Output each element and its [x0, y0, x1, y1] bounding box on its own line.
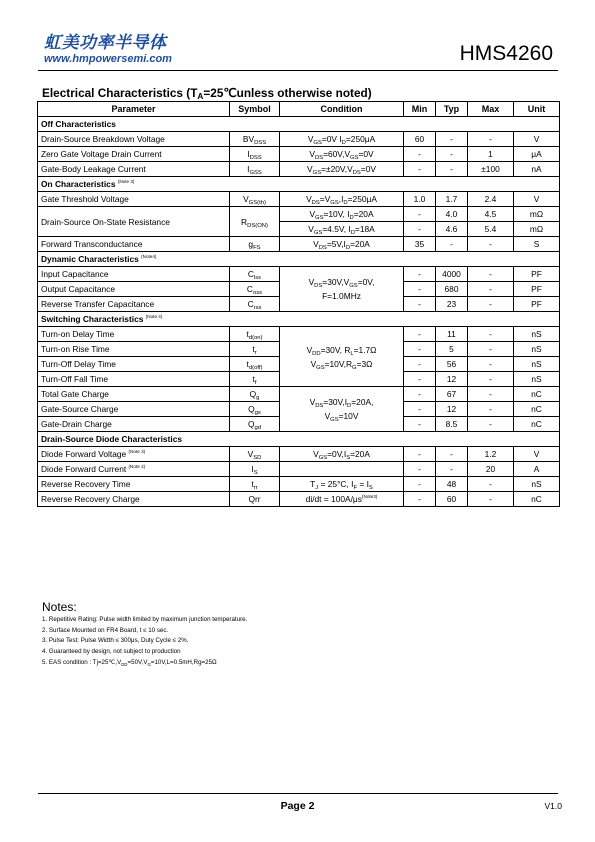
table-row — [38, 477, 560, 492]
tdoff-param: Turn-Off Delay Time — [38, 357, 230, 372]
table-row — [38, 147, 560, 162]
trr-unit: nS — [514, 477, 560, 492]
crss-typ: 23 — [436, 297, 468, 312]
q-condition: $V_{DS}=30V,I_D=20A$, $V_{GS}=10V$ — [280, 387, 404, 432]
vsd-max: 1.2 — [468, 447, 514, 462]
coss-max: - — [468, 282, 514, 297]
table-header-row — [38, 102, 560, 117]
gfs-condition: $V_{DS}=5V,I_D=20A$ — [280, 237, 404, 252]
vsd-symbol: $V_{SD}$ — [230, 447, 280, 462]
table-row — [38, 162, 560, 177]
qgd-symbol: $Q_{gd}$ — [230, 417, 280, 432]
crss-min: - — [404, 297, 436, 312]
category-on: On Characteristics $^{(Note 3)}$ — [38, 177, 560, 192]
igss-unit: nA — [514, 162, 560, 177]
qg-min: - — [404, 387, 436, 402]
rds-cond-1: $V_{GS}=10V$, $I_D=20A$ — [280, 207, 404, 222]
rds-max-2: 5.4 — [468, 222, 514, 237]
table-row — [38, 447, 560, 462]
vth-max: 2.4 — [468, 192, 514, 207]
category-dynamic: Dynamic Characteristics $^{(Note4)}$ — [38, 252, 560, 267]
qrr-min: - — [404, 492, 436, 507]
notes-list — [42, 615, 247, 669]
coss-param: Output Capacitance — [38, 282, 230, 297]
qgs-unit: nC — [514, 402, 560, 417]
note-item: 4. Guaranteed by design, not subject to production — [42, 648, 181, 656]
vsd-param: Diode Forward Voltage $^{(Note 3)}$ — [38, 447, 230, 462]
table-row — [38, 132, 560, 147]
header-typ: Typ — [436, 102, 468, 117]
tdon-param: Turn-on Delay Time — [38, 327, 230, 342]
rds-symbol: $R_{DS(ON)}$ — [230, 207, 280, 237]
vth-param: Gate Threshold Voltage — [38, 192, 230, 207]
qgd-typ: 8.5 — [436, 417, 468, 432]
category-off: Off Characteristics — [38, 117, 560, 132]
is-condition — [280, 462, 404, 477]
gfs-max: - — [468, 237, 514, 252]
tr-unit: nS — [514, 342, 560, 357]
crss-symbol: $C_{rss}$ — [230, 297, 280, 312]
qgd-unit: nC — [514, 417, 560, 432]
company-url: www.hmpowersemi.com — [44, 53, 172, 65]
trr-param: Reverse Recovery Time — [38, 477, 230, 492]
vth-typ: 1.7 — [436, 192, 468, 207]
gfs-unit: S — [514, 237, 560, 252]
table-row — [38, 462, 560, 477]
qgs-typ: 12 — [436, 402, 468, 417]
tdoff-typ: 56 — [436, 357, 468, 372]
ciss-param: Input Capacitance — [38, 267, 230, 282]
category-row — [38, 117, 560, 132]
coss-symbol: $C_{oss}$ — [230, 282, 280, 297]
idss-max: 1 — [468, 147, 514, 162]
header-rule — [38, 70, 558, 71]
trr-max: - — [468, 477, 514, 492]
tdoff-max: - — [468, 357, 514, 372]
tdon-typ: 11 — [436, 327, 468, 342]
table-row — [38, 327, 560, 342]
is-symbol: $I_S$ — [230, 462, 280, 477]
bvdss-typ: - — [436, 132, 468, 147]
qrr-typ: 60 — [436, 492, 468, 507]
category-switching: Switching Characteristics $^{(Note 4)}$ — [38, 312, 560, 327]
bvdss-unit: V — [514, 132, 560, 147]
header-unit: Unit — [514, 102, 560, 117]
trr-typ: 48 — [436, 477, 468, 492]
tr-param: Turn-on Rise Time — [38, 342, 230, 357]
idss-min: - — [404, 147, 436, 162]
tdon-symbol: $t_{d(on)}$ — [230, 327, 280, 342]
table-row — [38, 192, 560, 207]
qg-typ: 67 — [436, 387, 468, 402]
tf-param: Turn-Off Fall Time — [38, 372, 230, 387]
igss-param: Gate-Body Leakage Current — [38, 162, 230, 177]
ciss-unit: PF — [514, 267, 560, 282]
qrr-max: - — [468, 492, 514, 507]
igss-symbol: $I_{GSS}$ — [230, 162, 280, 177]
bvdss-param: Drain-Source Breakdown Voltage — [38, 132, 230, 147]
table-row — [38, 492, 560, 507]
category-row — [38, 312, 560, 327]
crss-max: - — [468, 297, 514, 312]
bvdss-condition: $V_{GS}=0V$ $I_D=250\mu A$ — [280, 132, 404, 147]
tdoff-symbol: $t_{d(off)}$ — [230, 357, 280, 372]
rds-cond-2: $V_{GS}=4.5V$, $I_D=18A$ — [280, 222, 404, 237]
tdon-max: - — [468, 327, 514, 342]
header-max: Max — [468, 102, 514, 117]
igss-min: - — [404, 162, 436, 177]
vth-min: 1.0 — [404, 192, 436, 207]
qg-param: Total Gate Charge — [38, 387, 230, 402]
qg-max: - — [468, 387, 514, 402]
idss-typ: - — [436, 147, 468, 162]
document-version: V1.0 — [544, 801, 562, 811]
igss-condition: $V_{GS}=\pm 20V,V_{DS}=0V$ — [280, 162, 404, 177]
rds-unit-2: mΩ — [514, 222, 560, 237]
idss-unit: μA — [514, 147, 560, 162]
note-item: 2. Surface Mounted on FR4 Board, t ≤ 10 sec. — [42, 626, 169, 634]
is-min: - — [404, 462, 436, 477]
tdon-min: - — [404, 327, 436, 342]
tf-typ: 12 — [436, 372, 468, 387]
gfs-typ: - — [436, 237, 468, 252]
is-unit: A — [514, 462, 560, 477]
qrr-param: Reverse Recovery Charge — [38, 492, 230, 507]
bvdss-max: - — [468, 132, 514, 147]
company-logo — [44, 34, 172, 66]
tf-unit: nS — [514, 372, 560, 387]
header-symbol: Symbol — [230, 102, 280, 117]
tf-min: - — [404, 372, 436, 387]
category-diode: Drain-Source Diode Characteristics — [38, 432, 560, 447]
trr-min: - — [404, 477, 436, 492]
header-condition: Condition — [280, 102, 404, 117]
ciss-max: - — [468, 267, 514, 282]
note-item: 1. Repetitive Rating: Pulse width limited by maximum junction temperature. — [42, 616, 248, 623]
qgs-min: - — [404, 402, 436, 417]
table-row — [38, 207, 560, 222]
company-name-cn: 虹美功率半导体 — [44, 33, 167, 53]
ciss-min: - — [404, 267, 436, 282]
header-min: Min — [404, 102, 436, 117]
electrical-characteristics-table — [37, 101, 560, 507]
tdoff-unit: nS — [514, 357, 560, 372]
rds-min-2: - — [404, 222, 436, 237]
qg-unit: nC — [514, 387, 560, 402]
coss-typ: 680 — [436, 282, 468, 297]
vsd-min: - — [404, 447, 436, 462]
sw-condition: $V_{DD}=30V$, $R_L=1.7\Omega$ $V_{GS}=10V,R_G=3\Omega$ — [280, 327, 404, 387]
category-row — [38, 432, 560, 447]
ciss-typ: 4000 — [436, 267, 468, 282]
rds-typ-1: 4.0 — [436, 207, 468, 222]
category-row — [38, 177, 560, 192]
section-title: Electrical Characteristics ($T_A=25℃unless$ otherwise noted) — [42, 86, 372, 101]
tdon-unit: nS — [514, 327, 560, 342]
coss-unit: PF — [514, 282, 560, 297]
is-typ: - — [436, 462, 468, 477]
qgs-param: Gate-Source Charge — [38, 402, 230, 417]
trr-condition: $T_J = 25^\circ C$, $I_F = I_S$ — [280, 477, 404, 492]
qgd-param: Gate-Drain Charge — [38, 417, 230, 432]
note-item: 5. EAS condition : $Tj=25℃,V_{DD}=50V,V_G=10V,L=0.5mH,Rg=25\Omega$ — [42, 658, 217, 667]
part-number: HMS4260 — [459, 42, 553, 65]
qgd-max: - — [468, 417, 514, 432]
cap-condition: $V_{DS}=30V,V_{GS}=0V$, F=1.0MHz — [280, 267, 404, 312]
tr-symbol: $t_r$ — [230, 342, 280, 357]
page-number: Page 2 — [280, 800, 315, 812]
qgs-symbol: $Q_{gs}$ — [230, 402, 280, 417]
crss-unit: PF — [514, 297, 560, 312]
vsd-unit: V — [514, 447, 560, 462]
idss-condition: $V_{DS}=60V,V_{GS}=0V$ — [280, 147, 404, 162]
bvdss-min: 60 — [404, 132, 436, 147]
vsd-condition: $V_{GS}=0V,I_S=20A$ — [280, 447, 404, 462]
crss-param: Reverse Transfer Capacitance — [38, 297, 230, 312]
is-param: Diode Forward Current $^{(Note 2)}$ — [38, 462, 230, 477]
qgs-max: - — [468, 402, 514, 417]
table-row — [38, 387, 560, 402]
table-row — [38, 267, 560, 282]
vth-symbol: $V_{GS(th)}$ — [230, 192, 280, 207]
rds-param: Drain-Source On-State Resistance — [38, 207, 230, 237]
igss-max: ±100 — [468, 162, 514, 177]
qg-symbol: $Q_g$ — [230, 387, 280, 402]
qrr-unit: nC — [514, 492, 560, 507]
tdoff-min: - — [404, 357, 436, 372]
vth-condition: $V_{DS}=V_{GS},I_D=250\mu A$ — [280, 192, 404, 207]
ciss-symbol: $C_{lss}$ — [230, 267, 280, 282]
is-max: 20 — [468, 462, 514, 477]
qrr-condition: $di/dt = 100A/\mu s^{(Note3)}$ — [280, 492, 404, 507]
rds-typ-2: 4.6 — [436, 222, 468, 237]
qgd-min: - — [404, 417, 436, 432]
bvdss-symbol: $BV_{DSS}$ — [230, 132, 280, 147]
tr-max: - — [468, 342, 514, 357]
idss-param: Zero Gate Voltage Drain Current — [38, 147, 230, 162]
idss-symbol: $I_{DSS}$ — [230, 147, 280, 162]
table-row — [38, 237, 560, 252]
trr-symbol: $t_{rr}$ — [230, 477, 280, 492]
category-row — [38, 252, 560, 267]
vsd-typ: - — [436, 447, 468, 462]
qrr-symbol: Qrr — [230, 492, 280, 507]
coss-min: - — [404, 282, 436, 297]
tf-max: - — [468, 372, 514, 387]
header-parameter: Parameter — [38, 102, 230, 117]
rds-max-1: 4.5 — [468, 207, 514, 222]
gfs-symbol: $g_{FS}$ — [230, 237, 280, 252]
igss-typ: - — [436, 162, 468, 177]
footer-rule — [38, 793, 558, 794]
tf-symbol: $t_f$ — [230, 372, 280, 387]
tr-min: - — [404, 342, 436, 357]
rds-min-1: - — [404, 207, 436, 222]
tr-typ: 5 — [436, 342, 468, 357]
gfs-param: Forward Transconductance — [38, 237, 230, 252]
rds-unit-1: mΩ — [514, 207, 560, 222]
notes-heading: Notes: — [42, 600, 77, 614]
gfs-min: 35 — [404, 237, 436, 252]
vth-unit: V — [514, 192, 560, 207]
note-item: 3. Pulse Test: Pulse Width ≤ 300μs, Duty Cycle ≤ 2%. — [42, 637, 189, 645]
